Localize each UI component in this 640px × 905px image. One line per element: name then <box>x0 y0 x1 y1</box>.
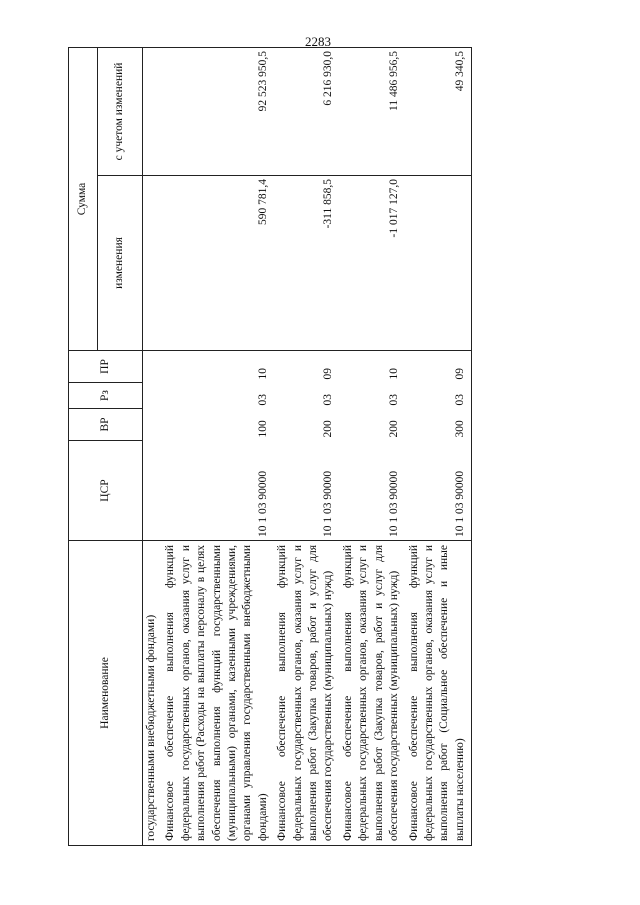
header-pr: ПР <box>69 351 143 383</box>
row-changes <box>406 176 472 351</box>
row-name: Финансовое обеспечение выполнения функций федеральных государственных органов, оказания услуг и выполнения работ (Расходы на выплаты персоналу в целях обеспечения выполнения функций государственными (муниципальными) органами, казенными учреждениями, органами управления государственными внебюджетными фондами) <box>162 541 274 846</box>
row-vr: 200 <box>388 420 401 438</box>
rotated-table-area <box>68 48 623 846</box>
table-row <box>340 47 406 845</box>
row-rz <box>143 383 163 409</box>
row-changes: -1 017 127,0 <box>340 176 406 351</box>
row-total: 49 340,5 <box>406 47 472 175</box>
row-total <box>143 47 163 175</box>
table-row <box>406 47 472 845</box>
row-total: 11 486 956,5 <box>340 47 406 175</box>
header-csr: ЦСР <box>69 441 143 541</box>
row-rz: 03 <box>388 394 401 406</box>
row-csr: 10 1 03 90000 <box>162 441 274 541</box>
row-pr: 09 <box>322 368 335 380</box>
row-csr: 10 1 03 90000 <box>274 441 340 541</box>
row-pr: 09 <box>406 351 472 383</box>
header-with-changes: с учетом изменений <box>98 47 143 175</box>
row-name: Финансовое обеспечение выполнения функций федеральных государственных органов, оказания услуг и выполнения работ (Социальное обеспечение и иные выплаты населению) <box>406 541 472 846</box>
row-rz: 03 <box>406 383 472 409</box>
row-rz: 03 <box>322 394 335 406</box>
row-vr <box>143 409 163 441</box>
row-changes: 590 781,4 <box>162 176 274 351</box>
row-name: Финансовое обеспечение выполнения функций федеральных государственных органов, оказания услуг и выполнения работ (Закупка товаров, работ и услуг для обеспечения государственных (муниципальных) нужд) <box>274 541 340 846</box>
row-pr: 10 <box>388 368 401 380</box>
row-total: 92 523 950,5 <box>162 47 274 175</box>
row-vr: 100 <box>256 420 269 438</box>
row-csr: 10 1 03 90000 <box>406 441 472 541</box>
row-total: 6 216 930,0 <box>274 47 340 175</box>
row-vr: 300 <box>406 409 472 441</box>
landscape-frame <box>68 48 623 846</box>
page-number: 2283 <box>305 34 331 49</box>
header-rz: Рз <box>69 383 143 409</box>
row-name: государственными внебюджетными фондами) <box>143 541 163 846</box>
header-changes: изменения <box>98 176 143 351</box>
row-changes <box>143 176 163 351</box>
row-pr <box>143 351 163 383</box>
header-vr: ВР <box>69 409 143 441</box>
row-changes: -311 858,5 <box>274 176 340 351</box>
table-row <box>162 47 274 845</box>
row-csr <box>143 441 163 541</box>
row-rz: 03 <box>256 394 269 406</box>
table-row <box>274 47 340 845</box>
row-vr: 200 <box>322 420 335 438</box>
budget-table <box>68 47 472 846</box>
header-sum: Сумма <box>69 47 98 350</box>
header-name: Наименование <box>69 541 143 846</box>
row-csr: 10 1 03 90000 <box>340 441 406 541</box>
table-row <box>143 47 163 845</box>
row-pr: 10 <box>256 368 269 380</box>
row-name: Финансовое обеспечение выполнения функций федеральных государственных органов, оказания услуг и выполнения работ (Закупка товаров, работ и услуг для обеспечения государственных (муниципальных) нужд) <box>340 541 406 846</box>
